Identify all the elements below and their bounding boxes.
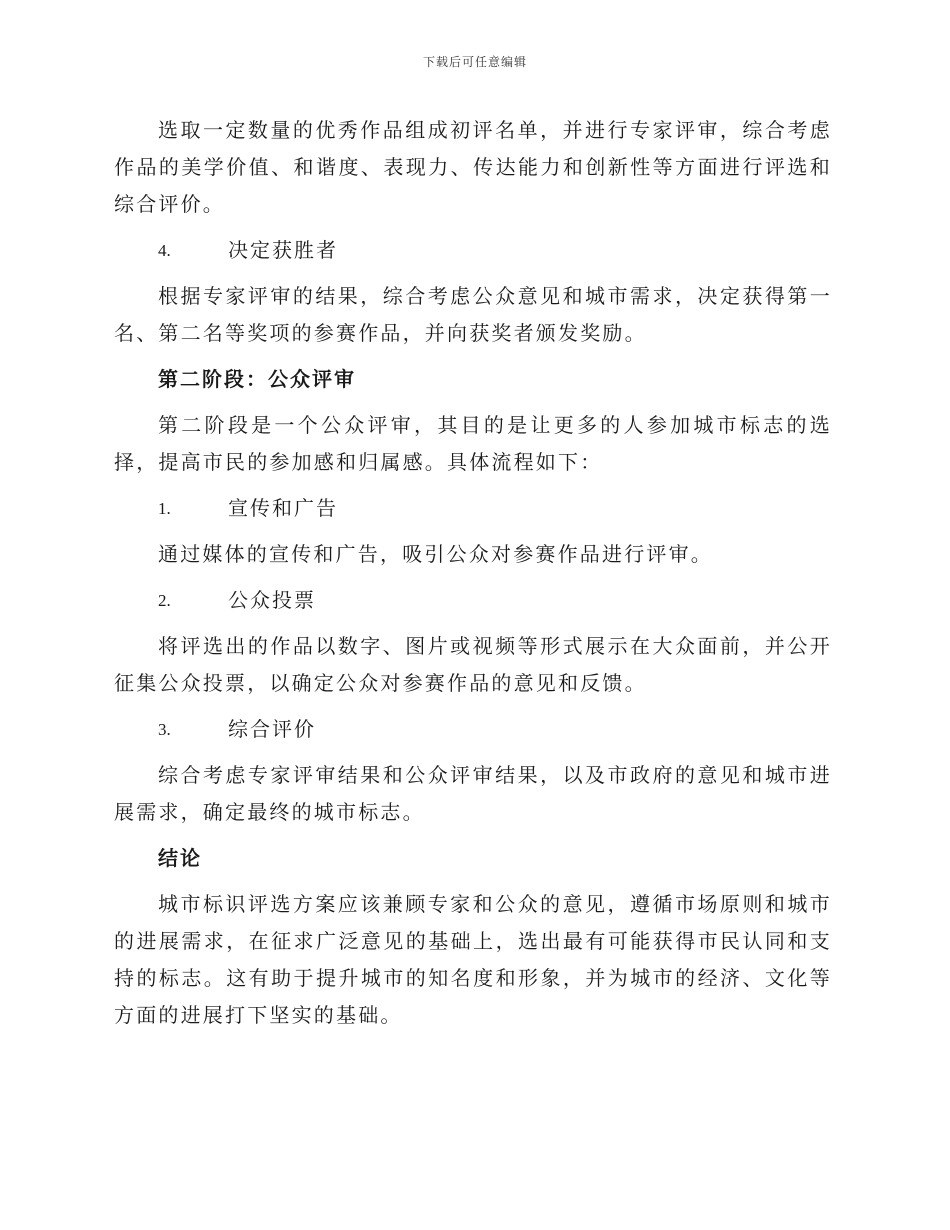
list-item-number: 2. — [158, 591, 171, 610]
list-item-number: 4. — [158, 241, 171, 260]
paragraph-overall-evaluation: 综合考虑专家评审结果和公众评审结果，以及市政府的意见和城市进展需求，确定最终的城市标志。 — [114, 763, 832, 824]
paragraph-preliminary-review: 选取一定数量的优秀作品组成初评名单，并进行专家评审，综合考虑作品的美学价值、和谐度、表现力、传达能力和创新性等方面进行评选和综合评价。 — [114, 118, 832, 216]
page-header-note: 下载后可任意编辑 — [422, 55, 527, 69]
paragraph-conclusion: 城市标识评选方案应该兼顾专家和公众的意见，遵循市场原则和城市的进展需求，在征求广泛意见的基础上，选出最有可能获得市民认同和支持的标志。这有助于提升城市的知名度和形象，并为城市的经济、文化等方面的进展打下坚实的基础。 — [114, 892, 832, 1027]
list-item-decide-winner — [114, 232, 832, 269]
list-item-publicity — [114, 490, 832, 527]
list-item-label: 决定获胜者 — [228, 238, 338, 262]
list-item-number: 3. — [158, 720, 171, 739]
list-item-label: 公众投票 — [228, 588, 316, 612]
list-item-label: 宣传和广告 — [228, 496, 338, 520]
paragraph-decide-winner: 根据专家评审的结果，综合考虑公众意见和城市需求，决定获得第一名、第二名等奖项的参赛作品，并向获奖者颁发奖励。 — [114, 284, 832, 345]
list-item-number: 1. — [158, 499, 171, 518]
section-heading-conclusion: 结论 — [158, 846, 202, 870]
paragraph-publicity: 通过媒体的宣传和广告，吸引公众对参赛作品进行评审。 — [158, 542, 713, 566]
section-heading-stage2: 第二阶段：公众评审 — [158, 367, 356, 391]
document-body — [114, 112, 832, 1034]
list-item-public-vote — [114, 582, 832, 619]
paragraph-public-vote: 将评选出的作品以数字、图片或视频等形式展示在大众面前，并公开征集公众投票，以确定公众对参赛作品的意见和反馈。 — [114, 634, 832, 695]
paragraph-stage2-intro: 第二阶段是一个公众评审，其目的是让更多的人参加城市标志的选择，提高市民的参加感和归属感。具体流程如下： — [114, 413, 832, 474]
list-item-label: 综合评价 — [228, 717, 316, 741]
list-item-overall-evaluation — [114, 711, 832, 748]
